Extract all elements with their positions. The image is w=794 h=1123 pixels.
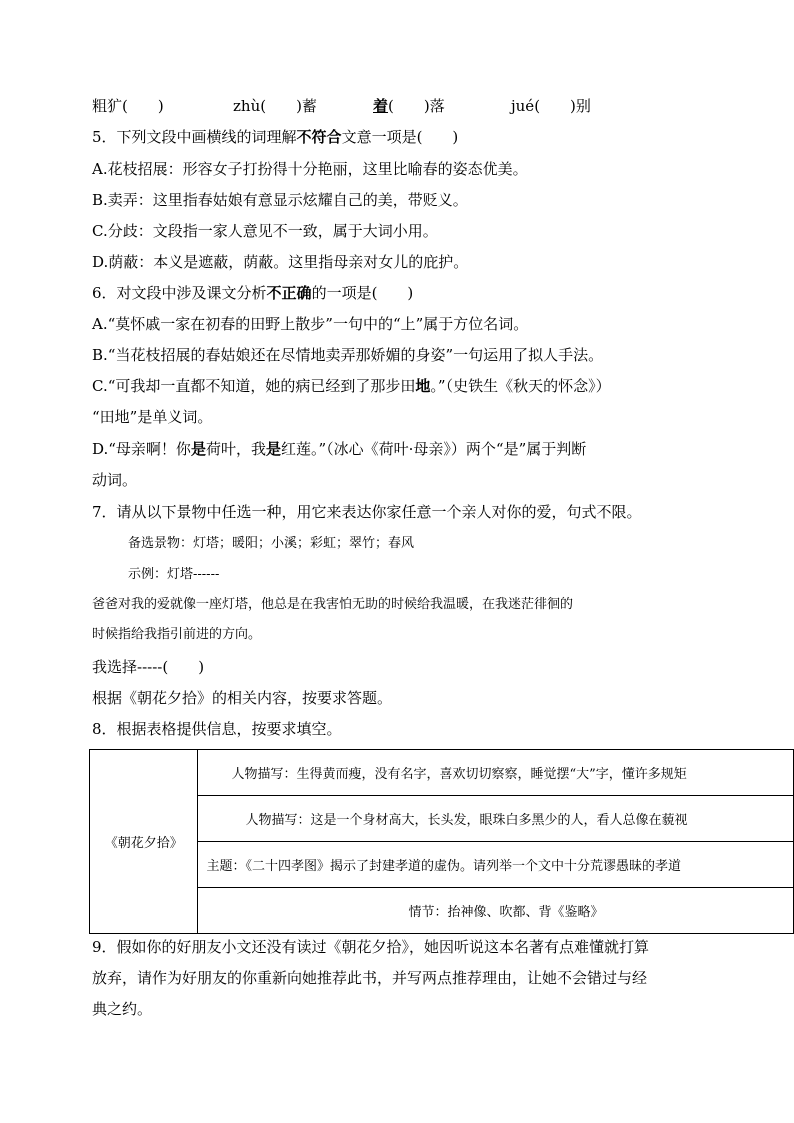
table-row: 主题：《二十四孝图》揭示了封建孝道的虚伪。请列举一个文中十分荒谬愚昧的孝道	[198, 842, 794, 888]
q7-example-label: 示例：灯塔------	[128, 567, 220, 582]
q6-option-c-line2: “田地”是单义词。	[92, 408, 213, 426]
q6-question: 6．对文段中涉及课文分析不正确的一项是( )	[92, 284, 414, 302]
q6-option-d-line2: 动词。	[92, 471, 138, 489]
q7-question: 7．请从以下景物中任选一种，用它来表达你家任意一个亲人对你的爱，句式不限。	[92, 503, 642, 521]
pinyin-item-3: 着( )落	[373, 97, 445, 115]
q7-my-choice: 我选择-----( )	[92, 658, 205, 676]
q7-options: 备选景物：灯塔；暖阳；小溪；彩虹；翠竹；春风	[128, 536, 415, 551]
q7-example-text-2: 时候指给我指引前进的方向。	[92, 627, 262, 642]
q5-option-b: B.卖弄：这里指春姑娘有意显示炫耀自己的美，带贬义。	[92, 191, 468, 209]
q5-option-a: A.花枝招展：形容女子打扮得十分艳丽，这里比喻春的姿态优美。	[92, 160, 528, 178]
table-row: 情节：抬神像、吹都、背《鉴略》	[198, 888, 794, 934]
table-row: 人物描写：生得黄而瘦，没有名字，喜欢切切察察，睡觉摆“大”字，懂许多规矩	[198, 750, 794, 796]
table-row: 人物描写：这是一个身材高大，长头发，眼珠白多黑少的人，看人总像在藐视	[198, 796, 794, 842]
q9-line-3: 典之约。	[92, 1000, 153, 1018]
q5-question: 5．下列文段中画横线的词理解不符合文意一项是( )	[92, 128, 459, 146]
q6-option-d-line1: D.“母亲啊！你是荷叶，我是红莲。”（冰心《荷叶·母亲》）两个“是”属于判断	[92, 440, 587, 458]
q8-question: 8．根据表格提供信息，按要求填空。	[92, 720, 342, 738]
q5-option-d: D.荫蔽：本义是遮蔽，荫蔽。这里指母亲对女儿的庇护。	[92, 253, 469, 271]
q6-option-c-line1: C.“可我却一直都不知道，她的病已经到了那步田地。”（史铁生《秋天的怀念》）	[92, 377, 611, 395]
q7-example-text-1: 爸爸对我的爱就像一座灯塔，他总是在我害怕无助的时候给我温暖，在我迷茫徘徊的	[92, 597, 574, 612]
q9-line-2: 放弃，请作为好朋友的你重新向她推荐此书，并写两点推荐理由，让她不会错过与经	[92, 969, 648, 987]
pinyin-item-4: jué( )别	[511, 97, 591, 115]
book-title-cell: 《朝花夕拾》	[90, 750, 198, 934]
q6-option-a: A.“莫怀戚一家在初春的田野上散步”一句中的“上”属于方位名词。	[92, 315, 529, 333]
q9-line-1: 9．假如你的好朋友小文还没有读过《朝花夕拾》，她因听说这本名著有点难懂就打算	[92, 938, 650, 956]
q5-option-c: C.分歧：文段指一家人意见不一致，属于大词小用。	[92, 222, 438, 240]
book-info-table	[89, 749, 794, 934]
pinyin-item-2: zhù( )蓄	[233, 97, 317, 115]
q6-option-b: B.“当花枝招展的春姑娘还在尽情地卖弄那娇媚的身姿”一句运用了拟人手法。	[92, 346, 604, 364]
pinyin-item-1: 粗犷( )	[92, 97, 164, 115]
section-intro: 根据《朝花夕拾》的相关内容，按要求答题。	[92, 689, 393, 707]
